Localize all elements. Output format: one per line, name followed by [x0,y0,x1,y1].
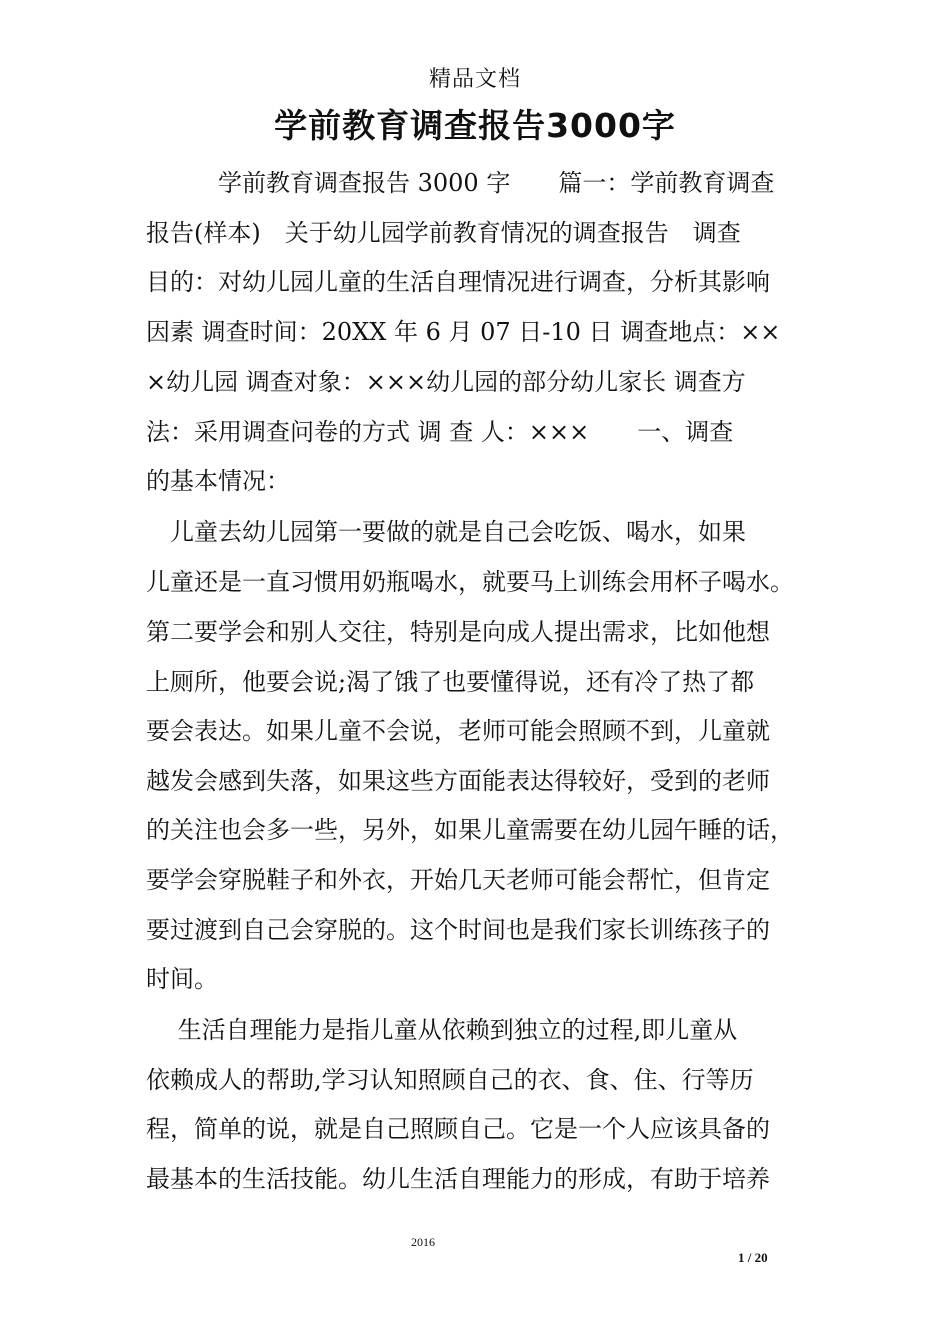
text-line: 儿童还是一直习惯用奶瓶喝水，就要马上训练会用杯子喝水。 [146,568,794,596]
text-line: 第二要学会和别人交往，特别是向成人提出需求，比如他想 [146,618,770,646]
text-line: 要过渡到自己会穿脱的。这个时间也是我们家长训练孩子的 [146,916,770,944]
text-line: 学前教育调查报告 3000 字 篇一：学前教育调查 [146,169,775,197]
text-line: 要学会穿脱鞋子和外衣，开始几天老师可能会帮忙，但肯定 [146,866,770,894]
text-line: 生活自理能力是指儿童从依赖到独立的过程,即儿童从 [146,1016,738,1044]
page-header: 精品文档 [428,67,521,92]
footer-year: 2016 [411,1235,435,1249]
text-line: 最基本的生活技能。幼儿生活自理能力的形成，有助于培养 [146,1165,770,1193]
text-line: 越发会感到失落，如果这些方面能表达得较好，受到的老师 [146,767,770,795]
text-line: 依赖成人的帮助,学习认知照顾自己的衣、食、住、行等历 [146,1066,754,1094]
text-line: 因素 调查时间：20XX 年 6 月 07 日-10 日 调查地点：×× [146,318,781,346]
text-line: 程，简单的说，就是自己照顾自己。它是一个人应该具备的 [146,1115,770,1143]
text-line: ×幼儿园 调查对象：×××幼儿园的部分幼儿家长 调查方 [146,368,746,396]
text-line: 的关注也会多一些，另外，如果儿童需要在幼儿园午睡的话， [146,816,794,844]
text-line: 时间。 [146,965,218,993]
text-line: 法：采用调查问卷的方式 调 查 人：××× 一、调查 [146,418,734,446]
document-title: 学前教育调查报告3000字 [274,106,676,145]
page-number: 1 / 20 [738,1250,768,1265]
text-line: 的基本情况： [146,467,290,495]
text-line: 上厕所，他要会说;渴了饿了也要懂得说，还有冷了热了都 [146,668,755,696]
text-line: 要会表达。如果儿童不会说，老师可能会照顾不到，儿童就 [146,717,770,745]
text-line: 报告(样本) 关于幼儿园学前教育情况的调查报告 调查 [146,219,741,247]
text-line: 目的：对幼儿园儿童的生活自理情况进行调查，分析其影响 [146,268,770,296]
text-line: 儿童去幼儿园第一要做的就是自己会吃饭、喝水，如果 [146,518,746,546]
